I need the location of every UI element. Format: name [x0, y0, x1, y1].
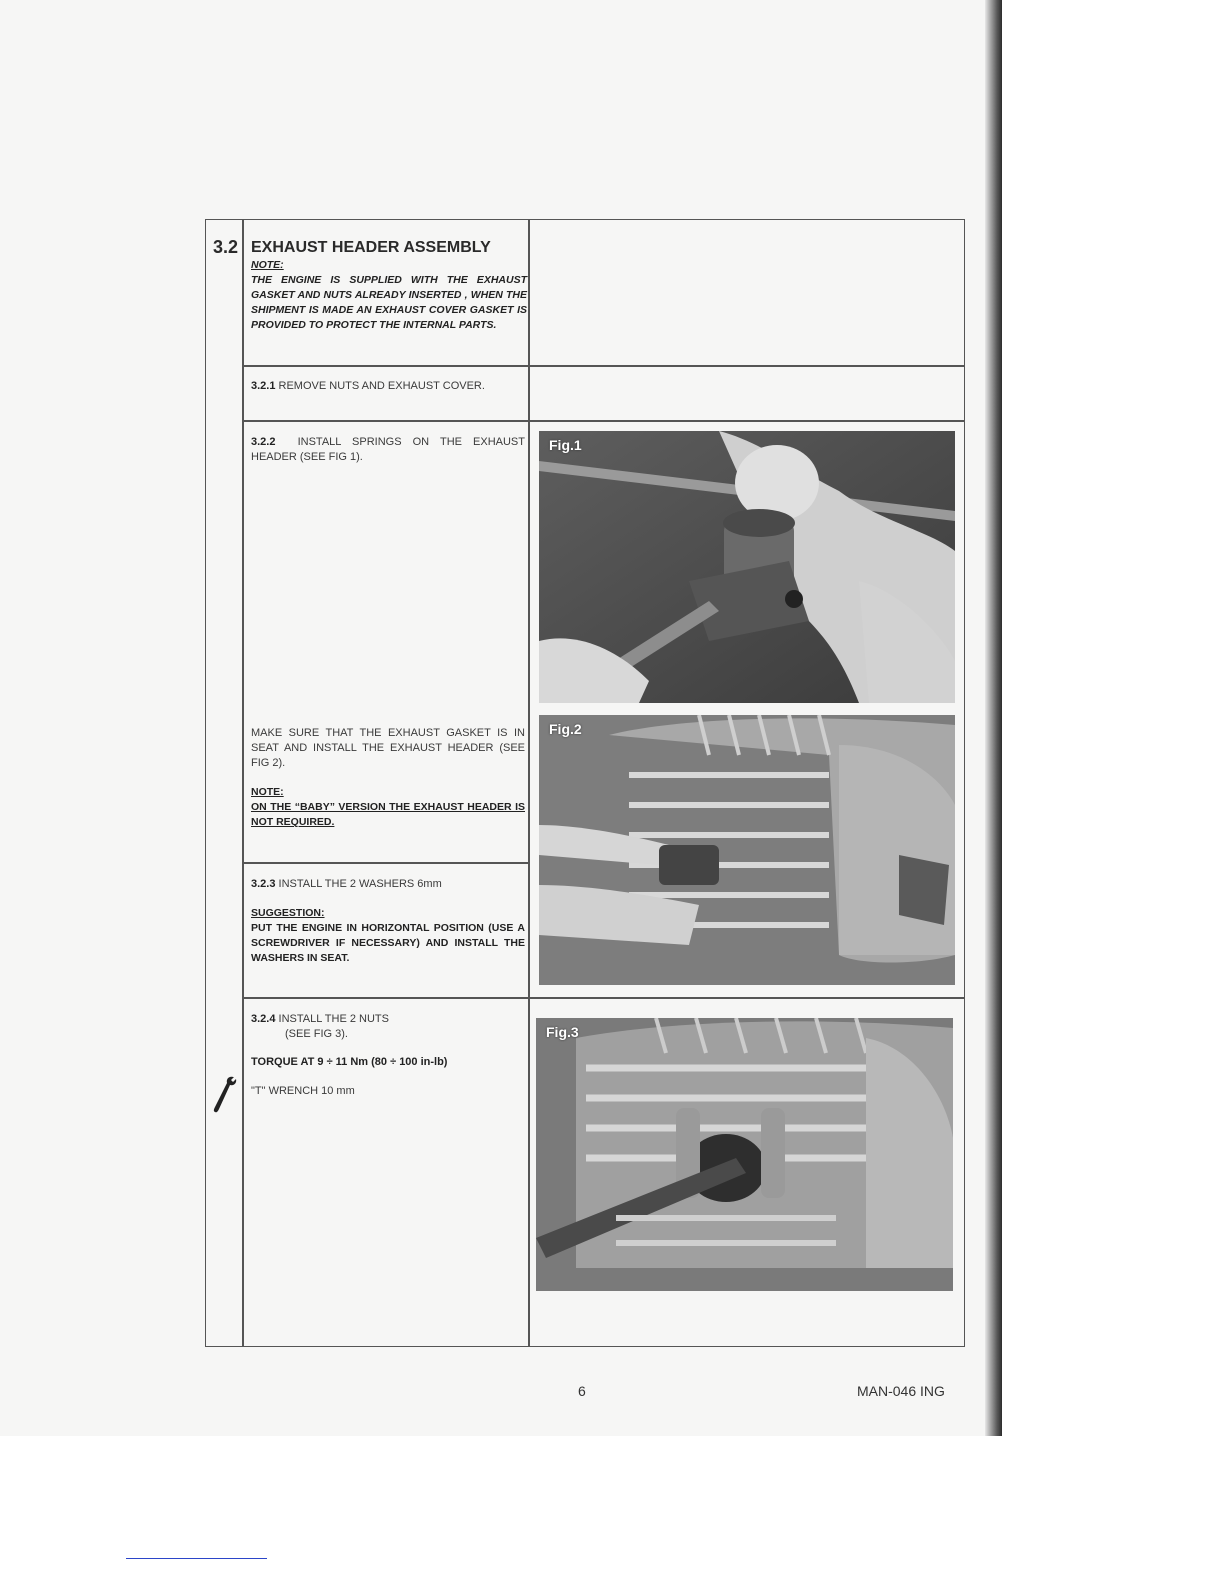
figure-label: Fig.2: [549, 721, 582, 737]
section-number: 3.2: [213, 237, 239, 257]
page-number: 6: [578, 1383, 586, 1399]
table-divider: [242, 219, 244, 1347]
step-number: 3.2.3: [251, 878, 276, 890]
document-code: MAN-046 ING: [857, 1383, 945, 1399]
figure-3-photo: [536, 1018, 953, 1291]
step-text: INSTALL THE 2 NUTS: [278, 1013, 389, 1025]
step-3-2-1: [251, 379, 525, 394]
step-number: 3.2.4: [251, 1013, 276, 1025]
figure-label: Fig.3: [546, 1024, 579, 1040]
section-title: EXHAUST HEADER ASSEMBLY: [251, 239, 491, 256]
note-label: NOTE:: [251, 259, 284, 271]
suggestion-block: [251, 906, 525, 966]
note-label: NOTE:: [251, 786, 284, 798]
wrench-spec: "T" WRENCH 10 mm: [251, 1085, 355, 1097]
figure-1-photo: [539, 431, 955, 703]
step-text: INSTALL SPRINGS ON THE EXHAUST HEADER (SEE FIG 1).: [251, 436, 525, 463]
fig3-illustration: [536, 1018, 953, 1291]
figure-label: Fig.1: [549, 437, 582, 453]
wrench-icon: [207, 1074, 239, 1114]
step-text: REMOVE NUTS AND EXHAUST COVER.: [278, 380, 485, 392]
fig2-illustration: [539, 715, 955, 985]
step-number: 3.2.2: [251, 436, 276, 448]
torque-spec: TORQUE AT 9 ÷ 11 Nm (80 ÷ 100 in-lb): [251, 1056, 448, 1068]
section-note: [251, 258, 527, 333]
note-text: ON THE “BABY” VERSION THE EXHAUST HEADER IS NOT REQUIRED.: [251, 801, 525, 828]
suggestion-label: SUGGESTION:: [251, 907, 325, 919]
fig1-illustration: [539, 431, 955, 703]
table-divider: [528, 219, 530, 1347]
table-divider: [242, 997, 965, 999]
gasket-instruction: MAKE SURE THAT THE EXHAUST GASKET IS IN SEAT AND INSTALL THE EXHAUST HEADER (SEE FIG 2).: [251, 727, 525, 769]
step-number: 3.2.1: [251, 380, 276, 392]
note-text: THE ENGINE IS SUPPLIED WITH THE EXHAUST GASKET AND NUTS ALREADY INSERTED , WHEN THE SHIPMENT IS MADE AN EXHAUST COVER GASKET IS PROVIDED TO PROTECT THE INTERNAL PARTS.: [251, 274, 527, 331]
step-text: (SEE FIG 3).: [285, 1028, 348, 1040]
suggestion-text: PUT THE ENGINE IN HORIZONTAL POSITION (USE A SCREWDRIVER IF NECESSARY) AND INSTALL THE WASHERS IN SEAT.: [251, 922, 525, 964]
table-divider: [242, 365, 965, 367]
step-text: INSTALL THE 2 WASHERS 6mm: [278, 878, 442, 890]
step-3-2-3: [251, 877, 525, 892]
page-edge-shadow: [985, 0, 1002, 1436]
footnote-rule: [126, 1558, 267, 1559]
table-divider: [242, 862, 528, 864]
step-3-2-4: [251, 1012, 525, 1042]
table-divider: [242, 420, 965, 422]
figure-2-photo: [539, 715, 955, 985]
step-3-2-2: [251, 435, 525, 465]
baby-version-note: [251, 785, 525, 830]
